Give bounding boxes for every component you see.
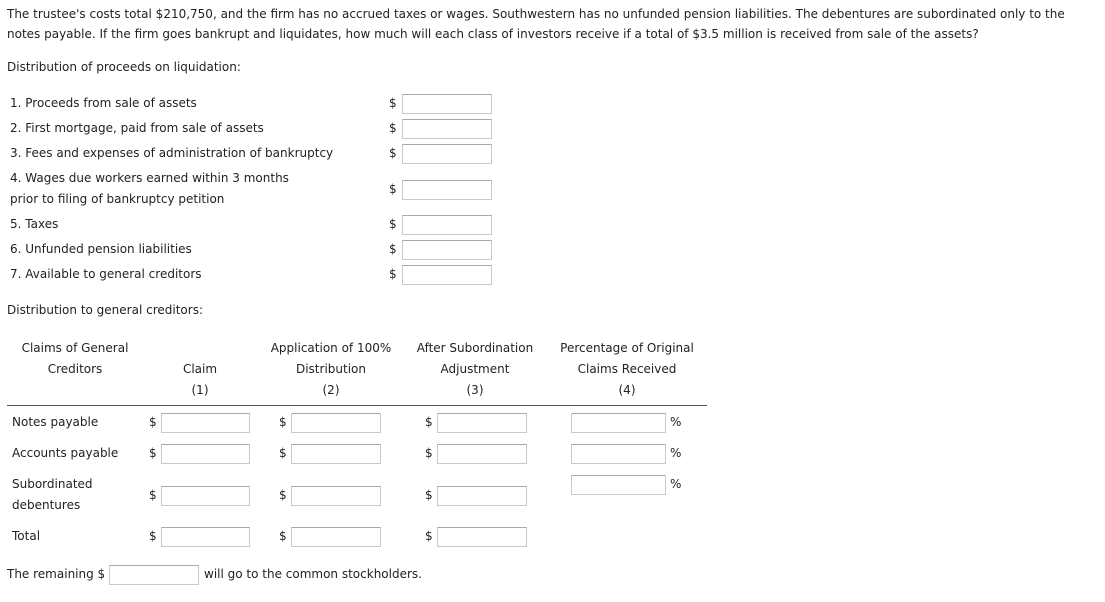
- currency-sign: $: [279, 529, 287, 543]
- currency-sign: $: [389, 217, 397, 231]
- currency-sign: $: [425, 488, 433, 502]
- currency-sign: $: [425, 529, 433, 543]
- accounts-payable-percent-input[interactable]: [571, 444, 666, 464]
- row-label-total: Total: [12, 529, 41, 543]
- currency-sign: $: [389, 121, 397, 135]
- proceeds-title: Distribution of proceeds on liquidation:: [7, 60, 241, 74]
- currency-sign: $: [149, 529, 157, 543]
- notes-payable-application-input[interactable]: [291, 413, 381, 433]
- notes-payable-percent-input[interactable]: [571, 413, 666, 433]
- proceeds-label-4-line-2: prior to filing of bankruptcy petition: [10, 192, 225, 206]
- proceeds-input-3[interactable]: [402, 144, 492, 164]
- header-percentage-of-original-claims: Percentage of Original Claims Received (4): [560, 341, 694, 397]
- currency-sign: $: [149, 446, 157, 460]
- currency-sign: $: [425, 446, 433, 460]
- proceeds-label-4-line-1: 4. Wages due workers earned within 3 months: [10, 171, 289, 185]
- currency-sign: $: [389, 182, 397, 196]
- currency-sign: $: [149, 415, 157, 429]
- header-application-of-100-percent: Application of 100% Distribution (2): [270, 341, 392, 397]
- subordinated-after-input[interactable]: [437, 486, 527, 506]
- currency-sign: $: [425, 415, 433, 429]
- proceeds-label-7: 7. Available to general creditors: [10, 267, 202, 281]
- row-label-notes-payable: Notes payable: [12, 415, 99, 429]
- proceeds-input-6[interactable]: [402, 240, 492, 260]
- creditors-title: Distribution to general creditors:: [7, 303, 203, 317]
- subordinated-claim-input[interactable]: [161, 486, 250, 506]
- accounts-payable-application-input[interactable]: [291, 444, 381, 464]
- proceeds-label-1: 1. Proceeds from sale of assets: [10, 96, 197, 110]
- proceeds-label-5: 5. Taxes: [10, 217, 59, 231]
- proceeds-input-1[interactable]: [402, 94, 492, 114]
- currency-sign: $: [279, 415, 287, 429]
- proceeds-input-7[interactable]: [402, 265, 492, 285]
- currency-sign: $: [389, 146, 397, 160]
- intro-line-2: notes payable. If the firm goes bankrupt and liquidates, how much will each class of investors receive if a total of $3.5 million is received from sale of the assets?: [7, 27, 979, 41]
- currency-sign: $: [389, 242, 397, 256]
- header-divider: [7, 405, 707, 406]
- subordinated-percent-input[interactable]: [571, 475, 666, 495]
- proceeds-input-4[interactable]: [402, 180, 492, 200]
- percent-sign: %: [670, 446, 682, 460]
- proceeds-label-3: 3. Fees and expenses of administration of bankruptcy: [10, 146, 334, 160]
- row-label-subordinated-line-2: debentures: [12, 498, 81, 512]
- total-after-input[interactable]: [437, 527, 527, 547]
- percent-sign: %: [670, 477, 682, 491]
- remaining-suffix: will go to the common stockholders.: [204, 567, 422, 581]
- proceeds-label-6: 6. Unfunded pension liabilities: [10, 242, 192, 256]
- proceeds-input-5[interactable]: [402, 215, 492, 235]
- currency-sign: $: [389, 267, 397, 281]
- remaining-prefix: The remaining $: [7, 567, 106, 581]
- header-claim: Claim (1): [182, 362, 218, 397]
- total-claim-input[interactable]: [161, 527, 250, 547]
- accounts-payable-after-input[interactable]: [437, 444, 527, 464]
- subordinated-application-input[interactable]: [291, 486, 381, 506]
- notes-payable-after-input[interactable]: [437, 413, 527, 433]
- notes-payable-claim-input[interactable]: [161, 413, 250, 433]
- remaining-input[interactable]: [109, 565, 199, 585]
- proceeds-label-2: 2. First mortgage, paid from sale of assets: [10, 121, 264, 135]
- currency-sign: $: [389, 96, 397, 110]
- accounts-payable-claim-input[interactable]: [161, 444, 250, 464]
- currency-sign: $: [149, 488, 157, 502]
- currency-sign: $: [279, 446, 287, 460]
- row-label-subordinated-line-1: Subordinated: [12, 477, 93, 491]
- row-label-accounts-payable: Accounts payable: [12, 446, 119, 460]
- proceeds-input-2[interactable]: [402, 119, 492, 139]
- total-application-input[interactable]: [291, 527, 381, 547]
- intro-line-1: The trustee's costs total $210,750, and the firm has no accrued taxes or wages. Southwestern has no unfunded pension liabilities. The debentures are subordinated only to the: [7, 7, 1065, 21]
- header-after-subordination-adjustment: After Subordination Adjustment (3): [416, 341, 534, 397]
- header-claims-of-general-creditors: Claims of General Creditors: [21, 341, 129, 376]
- currency-sign: $: [279, 488, 287, 502]
- percent-sign: %: [670, 415, 682, 429]
